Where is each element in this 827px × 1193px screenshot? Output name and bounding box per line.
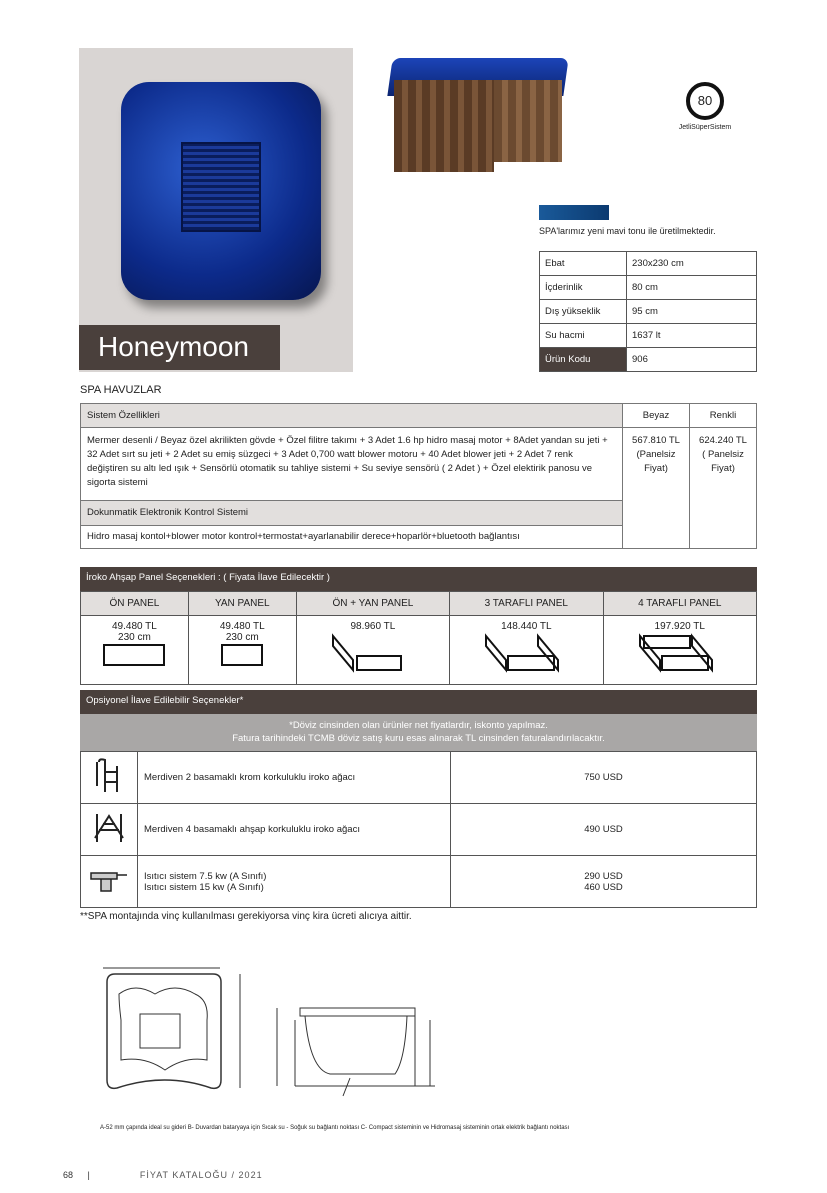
page-footer: 68 | FİYAT KATALOĞU / 2021 <box>63 1170 263 1180</box>
panel-cell <box>603 616 756 685</box>
option-price: 490 USD <box>451 804 757 856</box>
control-header: Dokunmatik Elektronik Kontrol Sistemi <box>81 501 623 526</box>
price-color-note: ( Panelsiz Fiyat) <box>702 449 744 474</box>
panel-cell <box>188 616 296 685</box>
side-view-drawing <box>255 1000 445 1100</box>
panel-name: 3 TARAFLI PANEL <box>450 592 603 616</box>
currency-notice <box>80 714 757 751</box>
features-table <box>80 403 757 549</box>
panel-name: ÖN PANEL <box>81 592 189 616</box>
price-white: 567.810 TL <box>632 435 680 446</box>
spec-value: 95 cm <box>627 300 757 324</box>
option-price: 750 USD <box>451 752 757 804</box>
panel-price: 49.480 TL <box>219 621 265 632</box>
panel-price: 98.960 TL <box>350 621 396 632</box>
color-swatch <box>539 205 609 220</box>
spec-row <box>540 300 757 324</box>
spec-row <box>540 276 757 300</box>
features-description: Mermer desenli / Beyaz özel akrilikten gövde + Özel filitre takımı + 3 Adet 1.6 hp hidro masaj motor + 8Adet yandan su jeti + 32 Adet sırt su jeti + 2 Adet su emiş süzgeci + 3 Adet 0,700 watt blower motoru + 40 Adet blower jeti + 2 Adet 7 renk değiştiren su altı led ışık + Sensörlü otomatik su tahliye sistemi + Su seviye sensörü ( 2 Adet ) + Özel elektirik panosu ve sigorta sistemi <box>81 428 623 501</box>
optional-extras <box>80 690 757 908</box>
spec-row <box>540 324 757 348</box>
panel-price: 49.480 TL <box>111 621 157 632</box>
spec-label: Dış yükseklik <box>540 300 627 324</box>
control-description: Hidro masaj kontol+blower motor kontrol+termostat+ayarlanabilir derece+hoparlör+bluetooth bağlantısı <box>81 526 623 549</box>
drawing-caption: A-52 mm çapında ideal su gideri B- Duvardan bataryaya için Sıcak su - Soğuk su bağlantı noktası C- Compact sisteminin ve Hidromasaj sisteminin ortak elektrik bağlantı noktası <box>100 1125 570 1131</box>
panel-cell <box>81 616 189 685</box>
col-color: Renkli <box>690 404 757 428</box>
front-side-panel-icon <box>323 632 423 676</box>
price-color: 624.240 TL <box>699 435 747 446</box>
panel-name: ÖN + YAN PANEL <box>296 592 449 616</box>
option-price <box>451 856 757 908</box>
jet-system-icon: 80 <box>686 82 724 120</box>
price-white-note: (Panelsiz Fiyat) <box>636 449 676 474</box>
spec-row <box>540 348 757 372</box>
panel-price: 197.920 TL <box>654 621 705 632</box>
four-side-panel-icon <box>630 632 730 676</box>
spec-label: İçderinlik <box>540 276 627 300</box>
panel-price: 148.440 TL <box>501 621 552 632</box>
panel-name: YAN PANEL <box>188 592 296 616</box>
spec-table <box>539 251 757 372</box>
spec-label: Ebat <box>540 252 627 276</box>
col-white: Beyaz <box>623 404 690 428</box>
section-title: SPA HAVUZLAR <box>80 384 162 396</box>
panel-size: 230 cm <box>225 632 259 643</box>
option-desc: Merdiven 4 basamaklı ahşap korkuluklu iroko ağacı <box>138 804 451 856</box>
product-top-view-image <box>79 48 353 372</box>
option-desc-line: Isıtıcı sistem 7.5 kw (A Sınıfı) <box>144 870 267 882</box>
spec-row <box>540 252 757 276</box>
panel-options <box>80 567 757 685</box>
option-price-line: 460 USD <box>584 881 623 893</box>
side-panel-icon <box>207 643 277 667</box>
option-desc-line: Isıtıcı sistem 15 kw (A Sınıfı) <box>144 881 264 893</box>
notice-line: Fatura tarihindeki TCMB döviz satış kuru esas alınarak TL cinsinden faturalandırılacaktır. <box>232 733 605 744</box>
panel-size: 230 cm <box>118 632 151 643</box>
color-note: SPA'larımız yeni mavi tonu ile üretilmektedir. <box>539 226 716 236</box>
option-price-line: 290 USD <box>584 870 623 882</box>
spec-label: Su hacmi <box>540 324 627 348</box>
spec-value: 906 <box>627 348 757 372</box>
three-side-panel-icon <box>476 632 576 676</box>
price-color-cell <box>690 428 757 549</box>
notice-line: *Döviz cinsinden olan ürünler net fiyatlardır, iskonto yapılmaz. <box>289 720 548 731</box>
option-row <box>81 752 757 804</box>
features-header: Sistem Özellikleri <box>81 404 623 428</box>
jet-system-label: JetliSüperSistem <box>678 124 732 131</box>
panel-name: 4 TARAFLI PANEL <box>603 592 756 616</box>
optional-header: Opsiyonel İlave Edilebilir Seçenekler* <box>80 690 757 714</box>
panel-options-header: İroko Ahşap Panel Seçenekleri : ( Fiyata İlave Edilecektir ) <box>80 567 757 591</box>
page-number: 68 <box>63 1170 74 1180</box>
price-white-cell <box>623 428 690 549</box>
panel-cell <box>450 616 603 685</box>
option-desc <box>138 856 451 908</box>
wooden-ladder-icon <box>81 804 138 856</box>
spec-label: Ürün Kodu <box>540 348 627 372</box>
option-row <box>81 804 757 856</box>
front-panel-icon <box>99 643 169 667</box>
option-desc: Merdiven 2 basamaklı krom korkuluklu iroko ağacı <box>138 752 451 804</box>
product-photo <box>390 58 566 172</box>
top-view-drawing <box>95 960 265 1100</box>
product-title: Honeymoon <box>79 325 280 370</box>
option-row <box>81 856 757 908</box>
spec-value: 1637 lt <box>627 324 757 348</box>
spec-value: 80 cm <box>627 276 757 300</box>
spec-value: 230x230 cm <box>627 252 757 276</box>
ladder-icon <box>81 752 138 804</box>
heater-icon <box>81 856 138 908</box>
panel-cell <box>296 616 449 685</box>
catalog-title: FİYAT KATALOĞU / 2021 <box>139 1170 263 1180</box>
crane-note: **SPA montajında vinç kullanılması gerekiyorsa vinç kira ücreti alıcıya aittir. <box>80 911 412 922</box>
